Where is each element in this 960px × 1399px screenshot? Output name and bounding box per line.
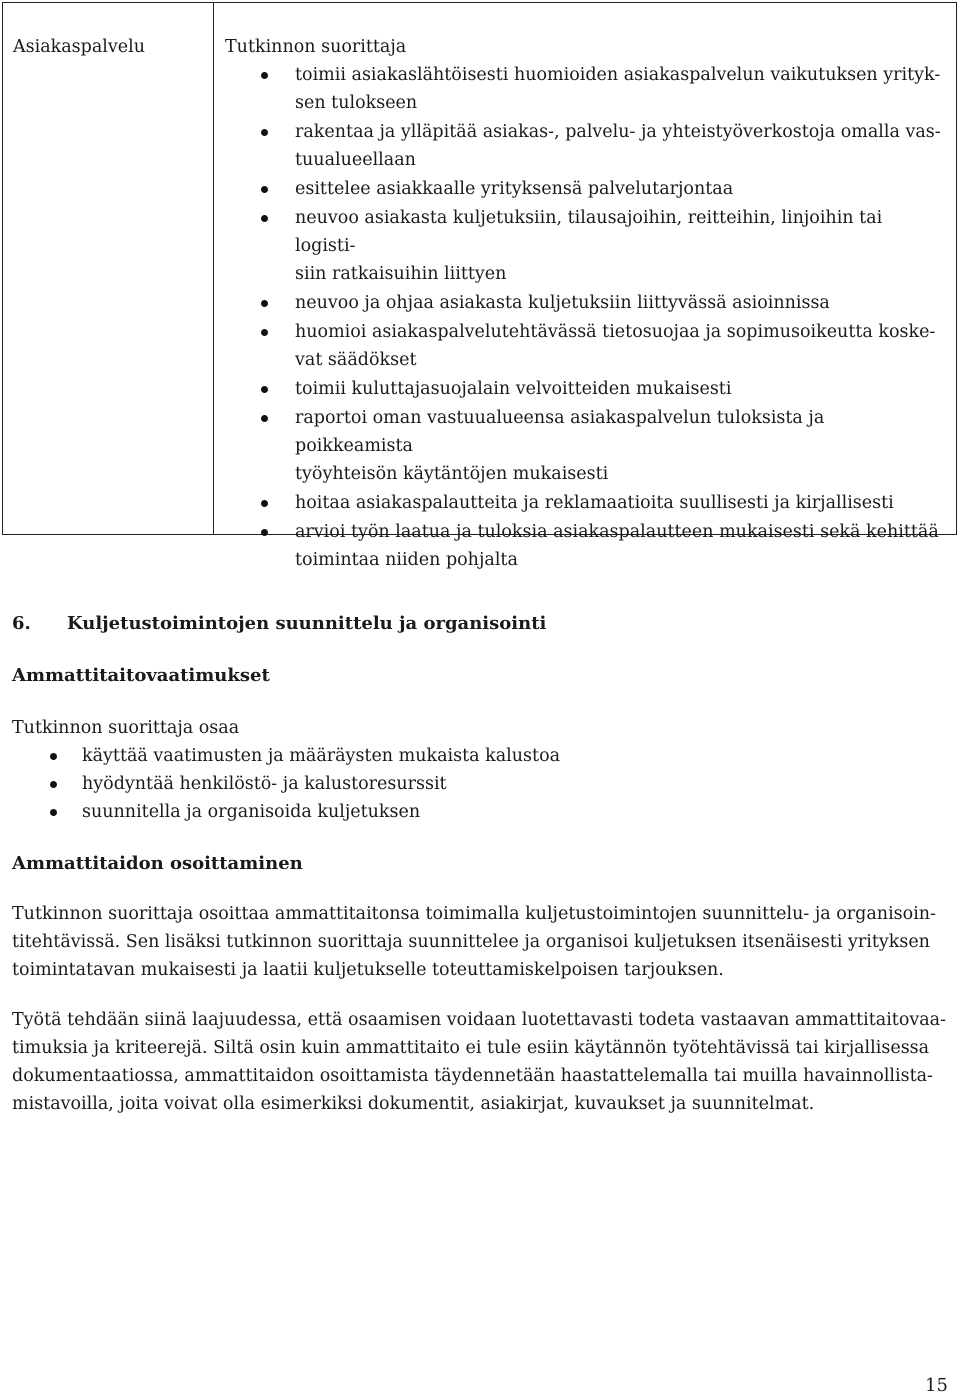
table-bullet-list [225,61,946,574]
list-item: rakentaa ja ylläpitää asiakas-, palvelu- ja yhteistyöverkostoja omalla vas- tuualueellaan [225,118,946,174]
list-item: arvioi työn laatua ja tuloksia asiakaspalautteen mukaisesti sekä kehittää toimintaa niiden pohjalta [225,518,946,574]
bullet-icon [50,809,57,816]
bullet-icon [261,215,268,222]
bullet-icon [261,129,268,136]
bullet-icon [261,300,268,307]
table-right-heading: Tutkinnon suorittaja [225,37,407,57]
table-right-cell [214,3,956,570]
table-left-label: Asiakaspalvelu [13,37,146,57]
bullet-icon [50,781,57,788]
requirements-heading: Ammattitaitovaatimukset [12,665,270,686]
bullet-icon [261,386,268,393]
requirements-intro: Tutkinnon suorittaja osaa [12,718,240,738]
table-left-cell [3,3,214,534]
list-item: hoitaa asiakaspalautteita ja reklamaatioita suullisesti ja kirjallisesti [225,489,946,517]
bullet-icon [261,72,268,79]
list-item: suunnitella ja organisoida kuljetuksen [12,798,947,826]
list-item: hyödyntää henkilöstö- ja kalustoresurssit [12,770,947,798]
list-item: käyttää vaatimusten ja määräysten mukaista kalustoa [12,742,947,770]
bullet-icon [261,500,268,507]
list-item: raportoi oman vastuualueensa asiakaspalvelun tuloksista ja poikkeamista työyhteisön käytäntöjen mukaisesti [225,404,946,488]
list-item: neuvoo asiakasta kuljetuksiin, tilausajoihin, reitteihin, linjoihin tai logisti- siin ratkaisuihin liittyen [225,204,946,288]
bullet-icon [261,186,268,193]
page-number: 15 [925,1375,948,1396]
list-item: toimii kuluttajasuojalain velvoitteiden mukaisesti [225,375,946,403]
demonstration-paragraph-2: Työtä tehdään siinä laajuudessa, että osaamisen voidaan luotettavasti todeta vastaavan ammattitaitovaa- timuksia ja kriteerejä. Siltä osin kuin ammattitaito ei tule esiin käytännön työtehtävissä tai kirjallisessa dokumentaatiossa, ammattitaidon osoittamista täydennetään haastattelemalla tai muilla havainnollista- mistavoilla, joita voivat olla esimerkiksi dokumentit, asiakirjat, kuvaukset ja suunnitelmat. [12,1010,947,1114]
bullet-icon [261,415,268,422]
section-title [12,610,947,638]
section-number: 6. [12,613,31,634]
list-item: esittelee asiakkaalle yrityksensä palvelutarjontaa [225,175,946,203]
demonstration-paragraph-1: Tutkinnon suorittaja osoittaa ammattitaitonsa toimimalla kuljetustoimintojen suunnittelu- ja organisoin- titehtävissä. Sen lisäksi tutkinnon suorittaja suunnittelee ja organisoi kuljetuksen itsenäisesti yrityksen toimintatavan mukaisesti ja laatii kuljetukselle toteuttamiskelpoisen tarjouksen. [12,904,936,980]
list-item: toimii asiakaslähtöisesti huomioiden asiakaspalvelun vaikutuksen yrityk- sen tulokseen [225,61,946,117]
assessment-table [2,2,957,570]
section-6 [12,610,947,1118]
bullet-icon [50,753,57,760]
section-title-text: Kuljetustoimintojen suunnittelu ja organisointi [67,613,547,634]
demonstration-heading: Ammattitaidon osoittaminen [12,853,303,874]
requirements-list [12,742,947,826]
list-item: neuvoo ja ohjaa asiakasta kuljetuksiin liittyvässä asioinnissa [225,289,946,317]
bullet-icon [261,329,268,336]
bullet-icon [261,529,268,536]
list-item: huomioi asiakaspalvelutehtävässä tietosuojaa ja sopimusoikeutta koske- vat säädökset [225,318,946,374]
